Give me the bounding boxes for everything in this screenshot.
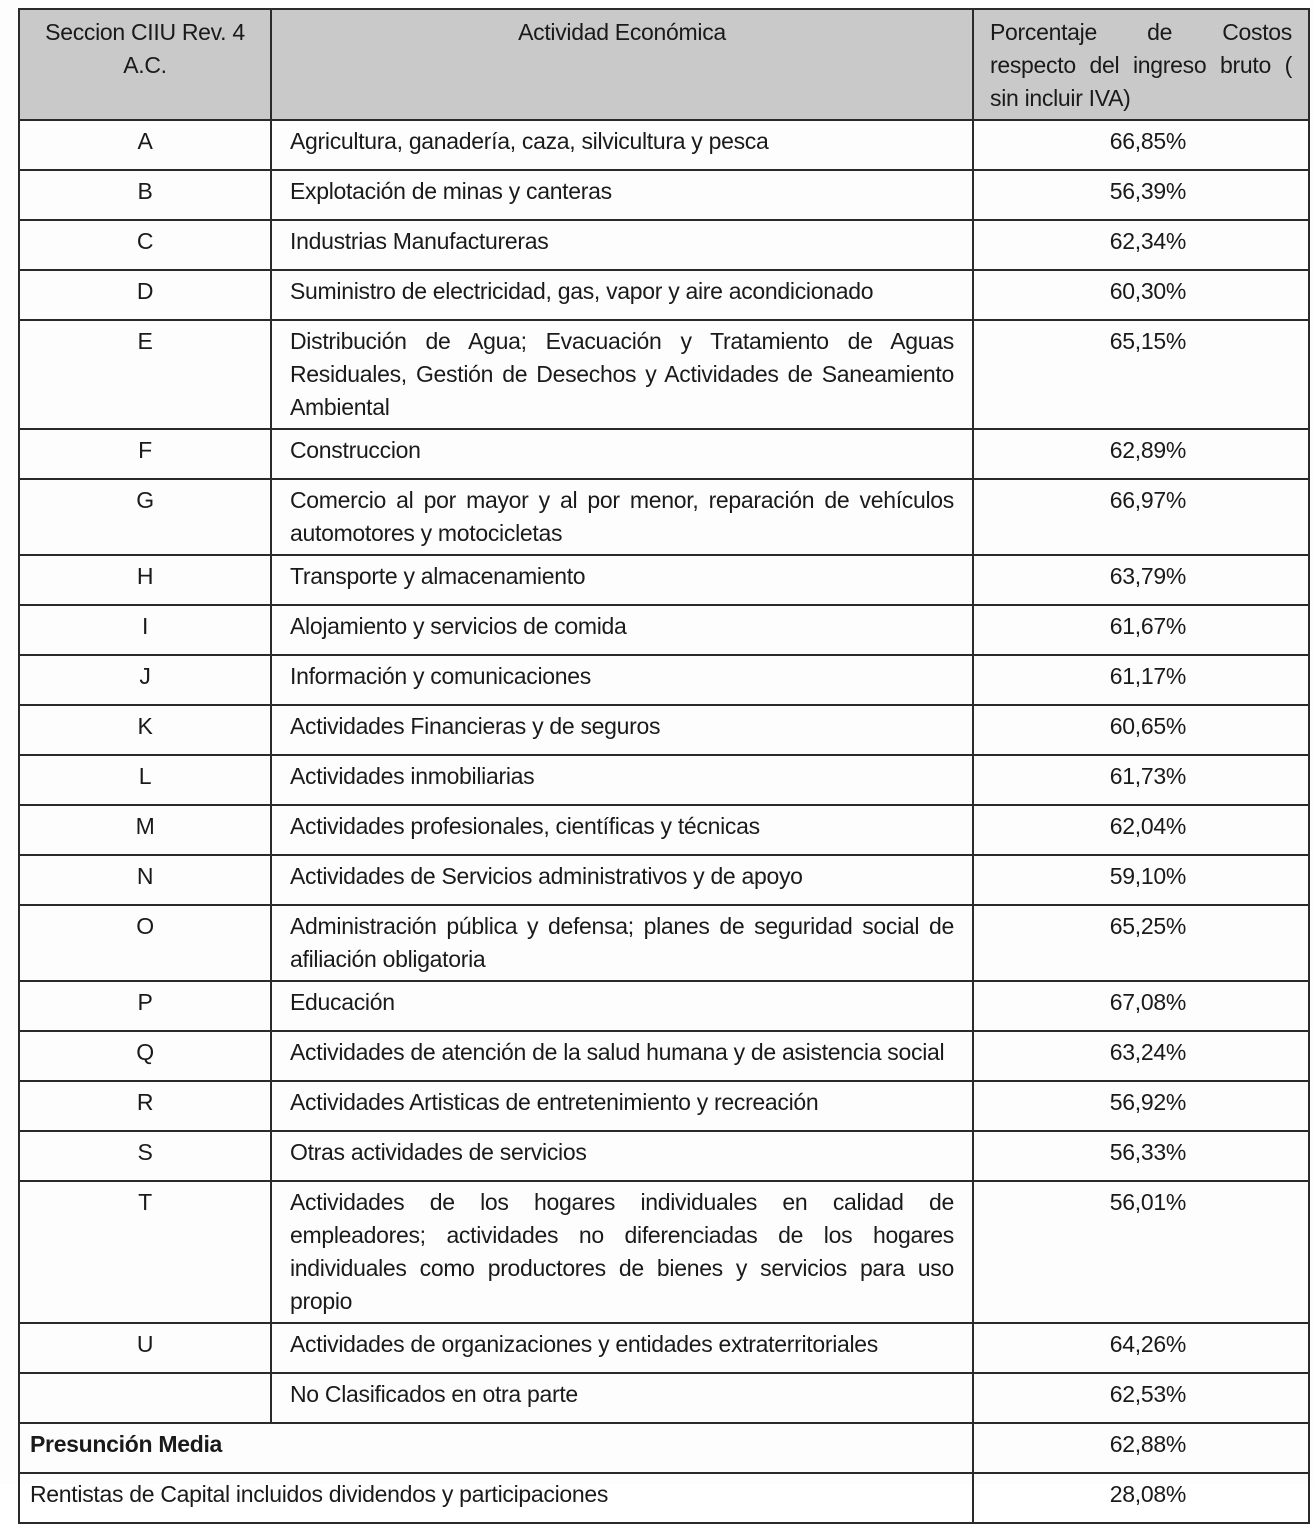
row-section: S xyxy=(19,1131,271,1181)
row-section: U xyxy=(19,1323,271,1373)
row-percent: 66,97% xyxy=(973,479,1309,555)
row-section: H xyxy=(19,555,271,605)
row-activity: Alojamiento y servicios de comida xyxy=(271,605,973,655)
row-percent: 61,17% xyxy=(973,655,1309,705)
table-row xyxy=(19,755,1309,805)
row-percent: 64,26% xyxy=(973,1323,1309,1373)
row-activity: Otras actividades de servicios xyxy=(271,1131,973,1181)
row-section: Q xyxy=(19,1031,271,1081)
row-activity: Comercio al por mayor y al por menor, reparación de vehículos automotores y motocicletas xyxy=(271,479,973,555)
table-row xyxy=(19,1081,1309,1131)
row-percent: 65,15% xyxy=(973,320,1309,429)
row-section: G xyxy=(19,479,271,555)
header-percent: Porcentaje de Costos respecto del ingreso bruto ( sin incluir IVA) xyxy=(973,9,1309,120)
row-activity: Actividades de los hogares individuales en calidad de empleadores; actividades no diferenciadas de los hogares individuales como productores de bienes y servicios para uso propio xyxy=(271,1181,973,1323)
row-percent: 56,39% xyxy=(973,170,1309,220)
table-row xyxy=(19,1323,1309,1373)
table-row xyxy=(19,555,1309,605)
row-activity: Información y comunicaciones xyxy=(271,655,973,705)
row-percent: 66,85% xyxy=(973,120,1309,170)
table-row xyxy=(19,855,1309,905)
row-percent: 65,25% xyxy=(973,905,1309,981)
row-activity: Distribución de Agua; Evacuación y Tratamiento de Aguas Residuales, Gestión de Desechos y Actividades de Saneamiento Ambiental xyxy=(271,320,973,429)
presuncion-value: 62,88% xyxy=(973,1423,1309,1473)
table-row xyxy=(19,1131,1309,1181)
row-percent: 63,24% xyxy=(973,1031,1309,1081)
row-section: O xyxy=(19,905,271,981)
table-row xyxy=(19,1373,1309,1423)
row-section: M xyxy=(19,805,271,855)
table-row xyxy=(19,479,1309,555)
header-section: Seccion CIIU Rev. 4 A.C. xyxy=(19,9,271,120)
table-row xyxy=(19,655,1309,705)
row-section: B xyxy=(19,170,271,220)
row-section: E xyxy=(19,320,271,429)
row-activity: Administración pública y defensa; planes de seguridad social de afiliación obligatoria xyxy=(271,905,973,981)
table-row xyxy=(19,981,1309,1031)
row-percent: 56,01% xyxy=(973,1181,1309,1323)
row-activity: Actividades Artisticas de entretenimiento y recreación xyxy=(271,1081,973,1131)
row-section: F xyxy=(19,429,271,479)
row-activity: Actividades de Servicios administrativos y de apoyo xyxy=(271,855,973,905)
row-percent: 61,67% xyxy=(973,605,1309,655)
table-row xyxy=(19,605,1309,655)
row-percent: 62,89% xyxy=(973,429,1309,479)
row-percent: 62,53% xyxy=(973,1373,1309,1423)
row-activity: Actividades inmobiliarias xyxy=(271,755,973,805)
row-section: C xyxy=(19,220,271,270)
row-percent: 60,65% xyxy=(973,705,1309,755)
row-section: L xyxy=(19,755,271,805)
row-percent: 56,33% xyxy=(973,1131,1309,1181)
row-section: D xyxy=(19,270,271,320)
row-activity: Educación xyxy=(271,981,973,1031)
table-row xyxy=(19,905,1309,981)
row-activity: Construccion xyxy=(271,429,973,479)
rentistas-value: 28,08% xyxy=(973,1473,1309,1523)
table-row xyxy=(19,270,1309,320)
summary-row-presuncion xyxy=(19,1423,1309,1473)
row-activity: Transporte y almacenamiento xyxy=(271,555,973,605)
table-row xyxy=(19,120,1309,170)
table-row xyxy=(19,429,1309,479)
row-section xyxy=(19,1373,271,1423)
row-percent: 61,73% xyxy=(973,755,1309,805)
row-activity: No Clasificados en otra parte xyxy=(271,1373,973,1423)
row-section: N xyxy=(19,855,271,905)
row-percent: 56,92% xyxy=(973,1081,1309,1131)
table-row xyxy=(19,1031,1309,1081)
row-percent: 67,08% xyxy=(973,981,1309,1031)
row-section: J xyxy=(19,655,271,705)
row-section: T xyxy=(19,1181,271,1323)
table-row xyxy=(19,1181,1309,1323)
header-activity: Actividad Económica xyxy=(271,9,973,120)
cost-percentage-table xyxy=(18,8,1310,1524)
row-activity: Actividades de atención de la salud humana y de asistencia social xyxy=(271,1031,973,1081)
presuncion-label: Presunción Media xyxy=(19,1423,973,1473)
table-row xyxy=(19,170,1309,220)
row-section: K xyxy=(19,705,271,755)
row-section: A xyxy=(19,120,271,170)
row-percent: 63,79% xyxy=(973,555,1309,605)
row-activity: Industrias Manufactureras xyxy=(271,220,973,270)
row-activity: Actividades de organizaciones y entidades extraterritoriales xyxy=(271,1323,973,1373)
header-row xyxy=(19,9,1309,120)
row-percent: 59,10% xyxy=(973,855,1309,905)
row-activity: Agricultura, ganadería, caza, silvicultura y pesca xyxy=(271,120,973,170)
table-row xyxy=(19,320,1309,429)
row-section: P xyxy=(19,981,271,1031)
row-percent: 62,04% xyxy=(973,805,1309,855)
row-percent: 62,34% xyxy=(973,220,1309,270)
table-row xyxy=(19,705,1309,755)
table-row xyxy=(19,220,1309,270)
row-percent: 60,30% xyxy=(973,270,1309,320)
row-activity: Actividades Financieras y de seguros xyxy=(271,705,973,755)
summary-row-rentistas xyxy=(19,1473,1309,1523)
row-section: R xyxy=(19,1081,271,1131)
row-activity: Explotación de minas y canteras xyxy=(271,170,973,220)
table-header xyxy=(19,9,1309,120)
rentistas-label: Rentistas de Capital incluidos dividendos y participaciones xyxy=(19,1473,973,1523)
row-activity: Suministro de electricidad, gas, vapor y aire acondicionado xyxy=(271,270,973,320)
row-activity: Actividades profesionales, científicas y técnicas xyxy=(271,805,973,855)
row-section: I xyxy=(19,605,271,655)
table-body xyxy=(19,120,1309,1523)
table-row xyxy=(19,805,1309,855)
